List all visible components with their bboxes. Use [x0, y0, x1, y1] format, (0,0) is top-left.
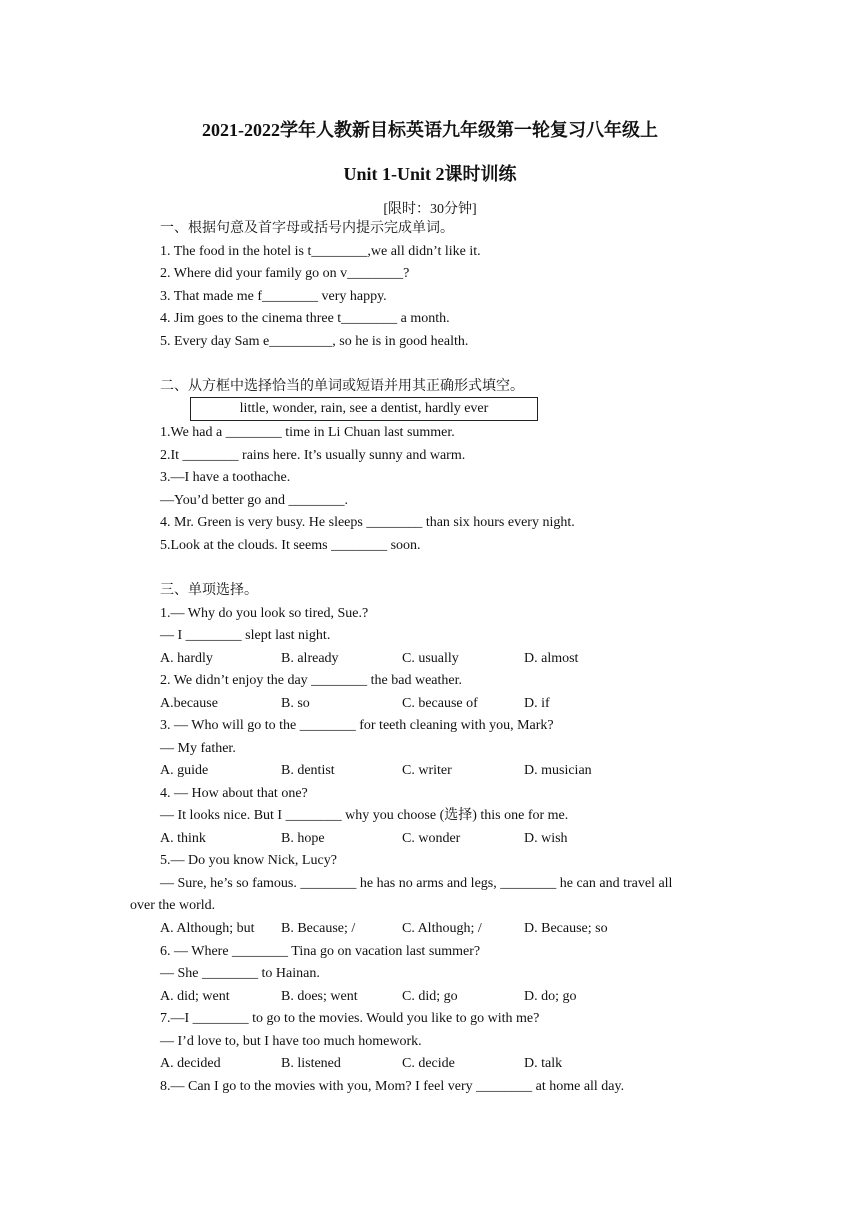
- q2-option-a: A.because: [160, 696, 218, 711]
- q5-question: 5.— Do you know Nick, Lucy?: [160, 853, 337, 868]
- q6-reply: — She ________ to Hainan.: [160, 966, 320, 981]
- q1-option-c: C. usually: [402, 651, 459, 666]
- q4-reply: — It looks nice. But I ________ why you choose (选择) this one for me.: [160, 808, 569, 823]
- q7-option-d: D. talk: [524, 1056, 563, 1071]
- q6-option-b: B. does; went: [281, 989, 358, 1004]
- title-line-1: 2021-2022学年人教新目标英语九年级第一轮复习八年级上: [202, 120, 658, 140]
- q3-question: 3. — Who will go to the ________ for teeth cleaning with you, Mark?: [160, 718, 554, 733]
- section2-item-3-reply: —You’d better go and ________.: [160, 493, 348, 508]
- q1-question: 1.— Why do you look so tired, Sue.?: [160, 606, 369, 621]
- q7-option-c: C. decide: [402, 1056, 455, 1071]
- q3-option-c: C. writer: [402, 763, 452, 778]
- q2-option-d: D. if: [524, 696, 550, 711]
- q5-reply-cont: over the world.: [130, 898, 216, 913]
- section1-item-2: 2. Where did your family go on v________?: [160, 266, 410, 281]
- section1-heading: 一、根据句意及首字母或括号内提示完成单词。: [160, 221, 454, 236]
- q3-option-d: D. musician: [524, 763, 592, 778]
- q5-option-c: C. Although; /: [402, 921, 482, 936]
- section2-item-2: 2.It ________ rains here. It’s usually sunny and warm.: [160, 448, 466, 463]
- q2-option-b: B. so: [281, 696, 310, 711]
- q6-option-d: D. do; go: [524, 989, 577, 1004]
- q4-option-d: D. wish: [524, 831, 568, 846]
- section2-heading: 二、从方框中选择恰当的单词或短语并用其正确形式填空。: [160, 379, 524, 394]
- section2-item-5: 5.Look at the clouds. It seems ________ soon.: [160, 538, 421, 553]
- q4-option-a: A. think: [160, 831, 206, 846]
- q6-option-a: A. did; went: [160, 989, 230, 1004]
- time-limit: [限时：30分钟]: [383, 202, 477, 217]
- q1-reply: — I ________ slept last night.: [160, 628, 331, 643]
- q3-option-b: B. dentist: [281, 763, 335, 778]
- q8-question: 8.— Can I go to the movies with you, Mom? I feel very ________ at home all day.: [160, 1079, 625, 1094]
- q5-reply: — Sure, he’s so famous. ________ he has no arms and legs, ________ he can and travel all: [160, 876, 673, 891]
- section1-item-3: 3. That made me f________ very happy.: [160, 289, 387, 304]
- q6-option-c: C. did; go: [402, 989, 458, 1004]
- q4-option-c: C. wonder: [402, 831, 461, 846]
- q1-option-d: D. almost: [524, 651, 579, 666]
- section2-item-4: 4. Mr. Green is very busy. He sleeps ________ than six hours every night.: [160, 515, 575, 530]
- q7-question: 7.—I ________ to go to the movies. Would you like to go with me?: [160, 1011, 540, 1026]
- section1-item-1: 1. The food in the hotel is t________,we all didn’t like it.: [160, 244, 481, 259]
- q7-option-b: B. listened: [281, 1056, 341, 1071]
- q6-question: 6. — Where ________ Tina go on vacation last summer?: [160, 944, 481, 959]
- title-line-2: Unit 1-Unit 2课时训练: [343, 164, 517, 184]
- q1-option-a: A. hardly: [160, 651, 213, 666]
- q4-question: 4. — How about that one?: [160, 786, 308, 801]
- section1-item-4: 4. Jim goes to the cinema three t________ a month.: [160, 311, 450, 326]
- q5-option-a: A. Although; but: [160, 921, 255, 936]
- q3-reply: — My father.: [160, 741, 236, 756]
- word-box: little, wonder, rain, see a dentist, hardly ever: [190, 397, 538, 421]
- q2-option-c: C. because of: [402, 696, 478, 711]
- q5-option-d: D. Because; so: [524, 921, 608, 936]
- section1-item-5: 5. Every day Sam e_________, so he is in good health.: [160, 334, 469, 349]
- section2-item-3: 3.—I have a toothache.: [160, 470, 291, 485]
- q7-reply: — I’d love to, but I have too much homework.: [160, 1034, 422, 1049]
- q7-option-a: A. decided: [160, 1056, 221, 1071]
- q1-option-b: B. already: [281, 651, 339, 666]
- q5-option-b: B. Because; /: [281, 921, 356, 936]
- section2-item-1: 1.We had a ________ time in Li Chuan last summer.: [160, 425, 455, 440]
- q3-option-a: A. guide: [160, 763, 209, 778]
- q2-question: 2. We didn’t enjoy the day ________ the bad weather.: [160, 673, 463, 688]
- section3-heading: 三、单项选择。: [160, 583, 258, 598]
- q4-option-b: B. hope: [281, 831, 325, 846]
